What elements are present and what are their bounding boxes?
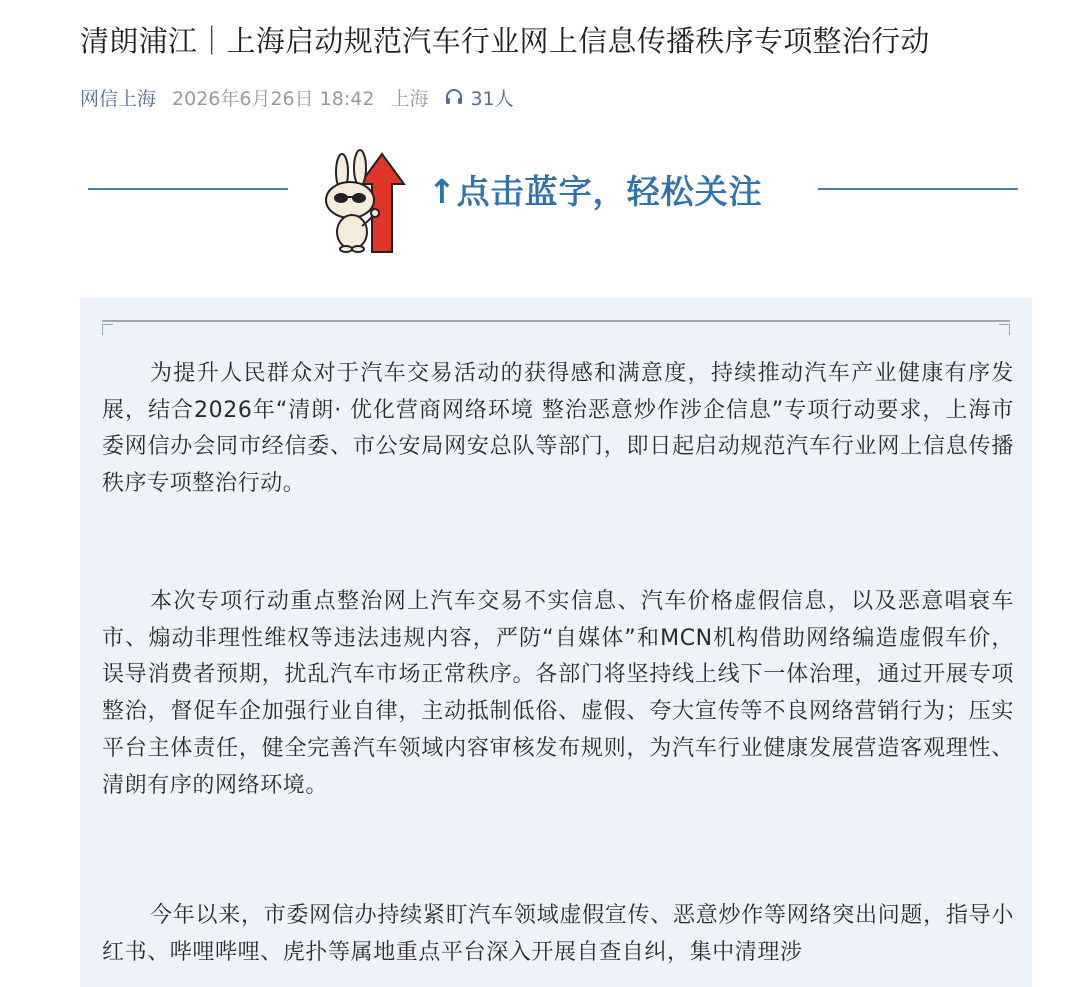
paragraph-3: 今年以来，市委网信办持续紧盯汽车领域虚假宣传、恶意炒作等网络突出问题，指导小红书、哔哩哔哩、虎扑等属地重点平台深入开展自查自纠，集中清理涉	[102, 903, 1014, 965]
article-meta	[80, 82, 514, 112]
listen-count: 31人	[470, 87, 514, 110]
publish-date: 2026年6月26日 18:42	[172, 87, 375, 110]
follow-banner	[88, 148, 1018, 258]
panel-top-border	[102, 320, 1010, 322]
corner-ornament-left	[102, 324, 113, 335]
headphones-icon	[444, 87, 464, 107]
listen-count-button[interactable]	[444, 84, 513, 111]
banner-divider-left	[88, 188, 288, 190]
corner-ornament-right	[999, 324, 1010, 335]
rabbit-mascot-with-arrow-icon	[320, 148, 412, 256]
banner-divider-right	[818, 188, 1018, 190]
article-body-panel	[80, 298, 1032, 987]
account-name-link[interactable]: 网信上海	[80, 87, 157, 110]
paragraph-1: 为提升人民群众对于汽车交易活动的获得感和满意度，持续推动汽车产业健康有序发展，结合2026年“清朗· 优化营商网络环境 整治恶意炒作涉企信息”专项行动要求，上海市委网信办会同市经信委、市公安局网安总队等部门，即日起启动规范汽车行业网上信息传播秩序专项整治行动。	[102, 361, 1014, 497]
publish-location: 上海	[390, 87, 429, 110]
follow-prompt-text[interactable]: ↑点击蓝字，轻松关注	[428, 172, 763, 211]
article-title: 清朗浦江｜上海启动规范汽车行业网上信息传播秩序专项整治行动	[80, 24, 930, 58]
paragraph-2: 本次专项行动重点整治网上汽车交易不实信息、汽车价格虚假信息，以及恶意唱衰车市、煽动非理性维权等违法违规内容，严防“自媒体”和MCN机构借助网络编造虚假车价，误导消费者预期，扰乱汽车市场正常秩序。各部门将坚持线上线下一体治理，通过开展专项整治，督促车企加强行业自律，主动抵制低俗、虚假、夸大宣传等不良网络营销行为；压实平台主体责任，健全完善汽车领域内容审核发布规则，为汽车行业健康发展营造客观理性、清朗有序的网络环境。	[102, 589, 1014, 798]
